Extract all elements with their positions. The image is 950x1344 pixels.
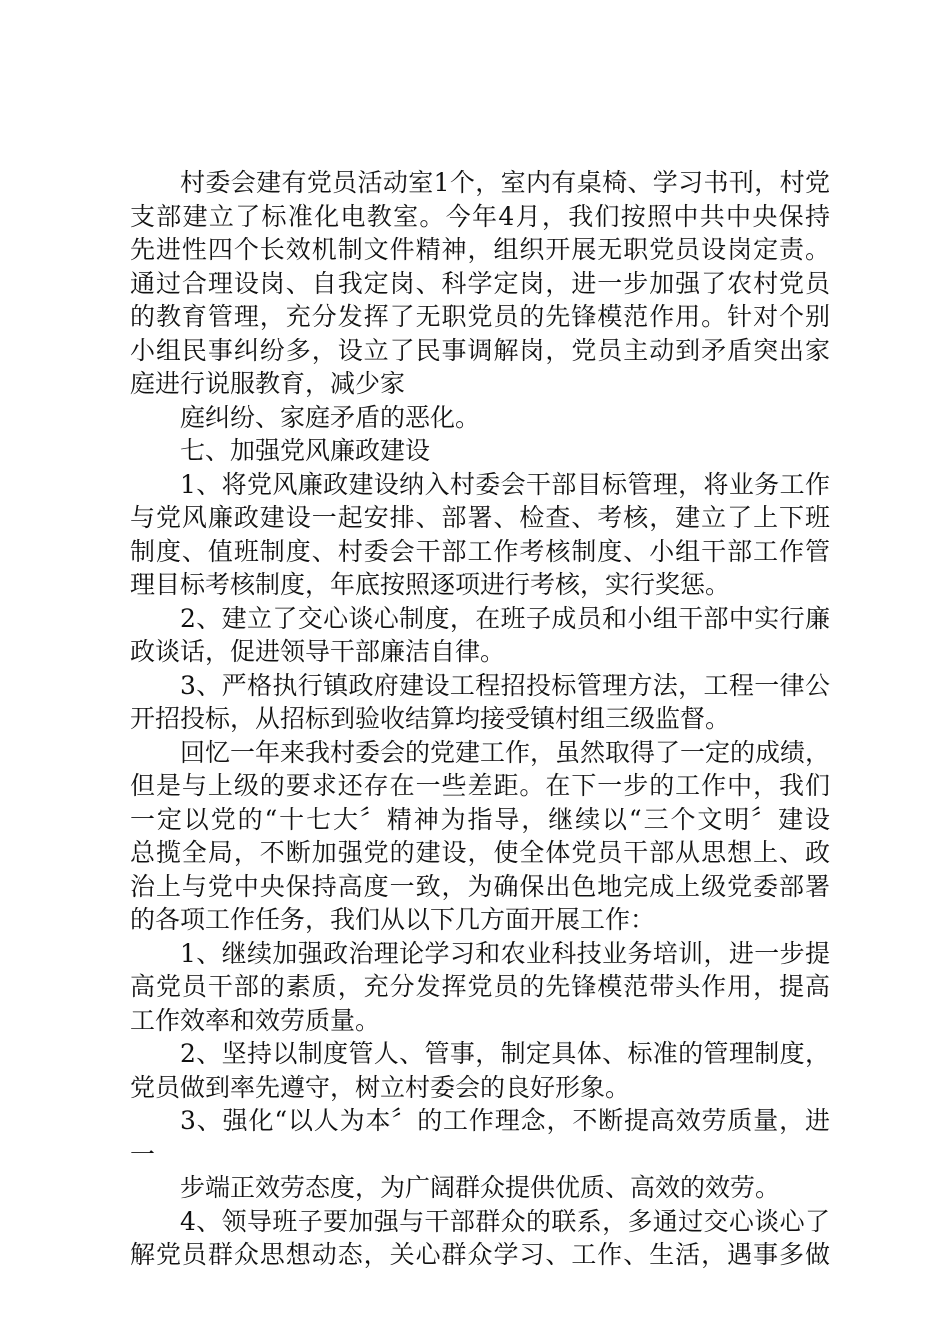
- text-line: 治上与党中央保持高度一致，为确保出色地完成上级党委部署: [130, 871, 830, 901]
- text-line: 1、继续加强政治理论学习和农业科技业务培训，进一步提: [180, 938, 830, 968]
- text-line: 与党风廉政建设一起安排、部署、检查、考核，建立了上下班: [130, 503, 830, 532]
- text-line: 开招投标，从招标到验收结算均接受镇村组三级监督。: [130, 704, 731, 733]
- text-line: 总揽全局，不断加强党的建设，使全体党员干部从思想上、政: [130, 838, 830, 867]
- text-line: 2、坚持以制度管人、管事，制定具体、标准的管理制度，: [180, 1039, 830, 1068]
- text-line: 步端正效劳态度，为广阔群众提供优质、高效的效劳。: [180, 1173, 781, 1202]
- text-line: 3、严格执行镇政府建设工程招投标管理方法，工程一律公: [180, 670, 830, 700]
- text-line: 但是与上级的要求还存在一些差距。在下一步的工作中，我们: [130, 771, 830, 800]
- text-line: 回忆一年来我村委会的党建工作，虽然取得了一定的成绩，: [180, 737, 831, 767]
- text-line: 政谈话，促进领导干部廉洁自律。: [130, 637, 506, 666]
- text-line: 2、建立了交心谈心制度，在班子成员和小组干部中实行廉: [180, 603, 830, 633]
- text-line: 通过合理设岗、自我定岗、科学定岗，进一步加强了农村党员: [130, 268, 830, 298]
- text-line: 庭纠纷、家庭矛盾的恶化。: [180, 402, 481, 432]
- text-line: 理目标考核制度，年底按照逐项进行考核，实行奖惩。: [130, 570, 731, 599]
- text-line: 小组民事纠纷多，设立了民事调解岗，党员主动到矛盾突出家: [130, 335, 830, 365]
- text-line: 工作效率和效劳质量。: [130, 1005, 381, 1035]
- text-line: 庭进行说服教育，减少家: [130, 369, 406, 398]
- text-line: 党员做到率先遵守，树立村委会的良好形象。: [130, 1072, 631, 1102]
- text-line: 七、加强党风廉政建设: [180, 436, 431, 465]
- text-line: 先进性四个长效机制文件精神，组织开展无职党员设岗定责。: [130, 235, 830, 264]
- text-line: 4、领导班子要加强与干部群众的联系，多通过交心谈心了: [180, 1206, 830, 1236]
- text-line: 高党员干部的素质，充分发挥党员的先锋模范带头作用，提高: [130, 972, 830, 1001]
- text-line: 解党员群众思想动态，关心群众学习、工作、生活，遇事多做: [130, 1240, 830, 1269]
- text-line: 的教育管理，充分发挥了无职党员的先锋模范作用。针对个别: [130, 302, 830, 331]
- text-line: 支部建立了标准化电教室。今年4月，我们按照中共中央保持: [130, 201, 830, 231]
- text-line: 1、将党风廉政建设纳入村委会干部目标管理，将业务工作: [180, 469, 830, 499]
- text-line: 制度、值班制度、村委会干部工作考核制度、小组干部工作管: [130, 536, 830, 566]
- text-line: 村委会建有党员活动室1个，室内有桌椅、学习书刊，村党: [180, 168, 830, 197]
- text-line: 一定以党的“十七大〞精神为指导，继续以“三个文明〞建设: [130, 804, 830, 834]
- document-body: [130, 166, 830, 1272]
- text-line: 的各项工作任务，我们从以下几方面开展工作：: [130, 905, 656, 934]
- text-line: 一: [130, 1139, 156, 1169]
- text-line: 3、强化“以人为本〞的工作理念，不断提高效劳质量，进: [180, 1106, 830, 1135]
